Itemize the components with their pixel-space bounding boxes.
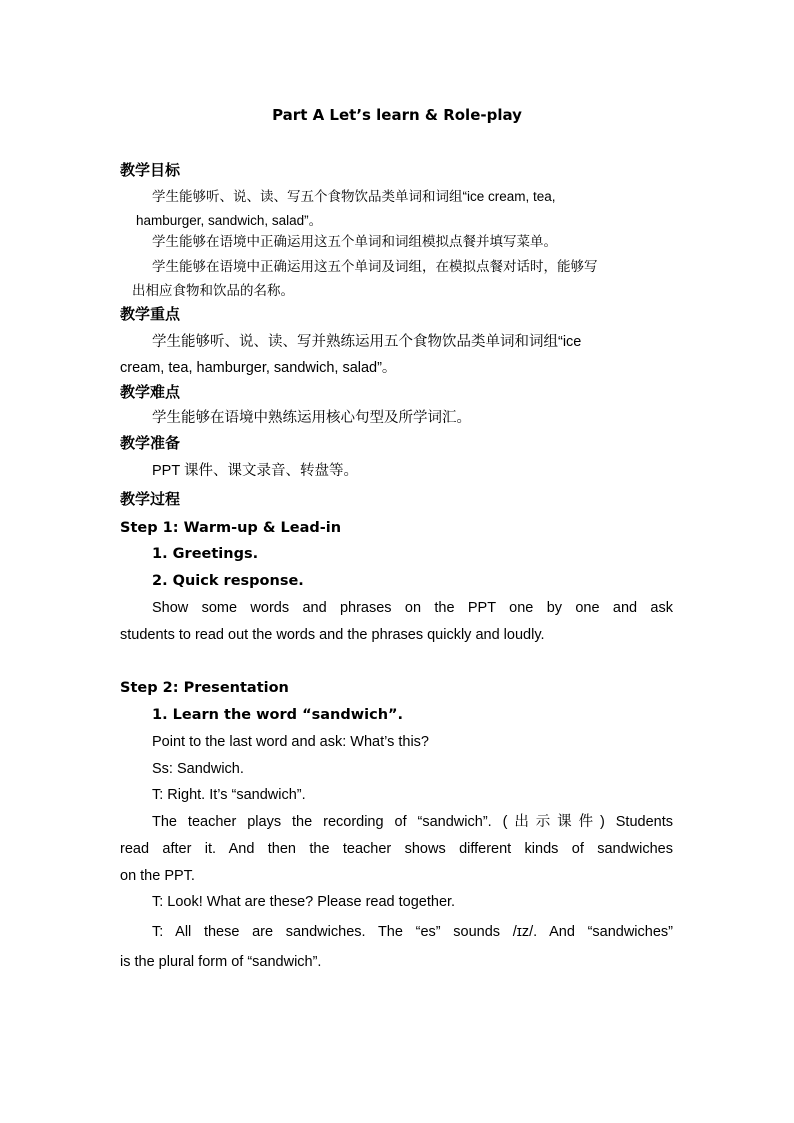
goal-1-line-1: 学生能够听、说、读、写五个食物饮品类单词和词组“ice cream, tea, xyxy=(152,189,556,204)
step2-para2-line-1: T: All these are sandwiches. The “es” sounds /ɪz/. And “sandwiches” xyxy=(152,924,673,940)
prep-line-1: PPT 课件、课文录音、转盘等。 xyxy=(152,463,358,479)
step2-para1-line-1: The teacher plays the recording of “sandwich”. (出示课件) Students xyxy=(152,814,673,830)
step2-line-4: T: Look! What are these? Please read together. xyxy=(152,894,456,910)
goals-heading: 教学目标 xyxy=(120,162,181,179)
step1-item-1: 1. Greetings. xyxy=(152,546,259,562)
step2-para2-line-2: is the plural form of “sandwich”. xyxy=(120,954,322,970)
goal-3-line-2: 出相应食物和饮品的名称。 xyxy=(132,283,294,298)
difficulty-heading: 教学难点 xyxy=(120,384,181,401)
step2-item-1: 1. Learn the word “sandwich”. xyxy=(152,707,404,723)
step2-line-1: Point to the last word and ask: What’s this? xyxy=(152,734,429,750)
focus-heading: 教学重点 xyxy=(120,306,181,323)
goal-2: 学生能够在语境中正确运用这五个单词和词组模拟点餐并填写菜单。 xyxy=(152,234,557,249)
step2-para1-line-2: read after it. And then the teacher shows different kinds of sandwiches xyxy=(120,841,673,857)
prep-heading: 教学准备 xyxy=(120,435,181,452)
focus-line-2: cream, tea, hamburger, sandwich, salad”。 xyxy=(120,360,397,376)
step1-title: Step 1: Warm-up & Lead-in xyxy=(120,520,342,536)
page-title: Part A Let’s learn & Role-play xyxy=(272,106,522,124)
focus-line-1: 学生能够听、说、读、写并熟练运用五个食物饮品类单词和词组“ice xyxy=(152,334,582,350)
step1-para-line-1: Show some words and phrases on the PPT one by one and ask xyxy=(152,600,673,616)
difficulty-line-1: 学生能够在语境中熟练运用核心句型及所学词汇。 xyxy=(152,410,471,426)
goal-1-line-2: hamburger, sandwich, salad”。 xyxy=(136,213,323,228)
step2-line-3: T: Right. It’s “sandwich”. xyxy=(152,787,306,803)
goal-3-line-1: 学生能够在语境中正确运用这五个单词及词组，在模拟点餐对话时，能够写 xyxy=(152,259,598,274)
step1-item-2: 2. Quick response. xyxy=(152,573,304,589)
step1-para-line-2: students to read out the words and the phrases quickly and loudly. xyxy=(120,627,545,643)
step2-line-2: Ss: Sandwich. xyxy=(152,761,244,777)
process-heading: 教学过程 xyxy=(120,491,181,508)
step2-para1-line-3: on the PPT. xyxy=(120,868,195,884)
step2-title: Step 2: Presentation xyxy=(120,680,289,696)
